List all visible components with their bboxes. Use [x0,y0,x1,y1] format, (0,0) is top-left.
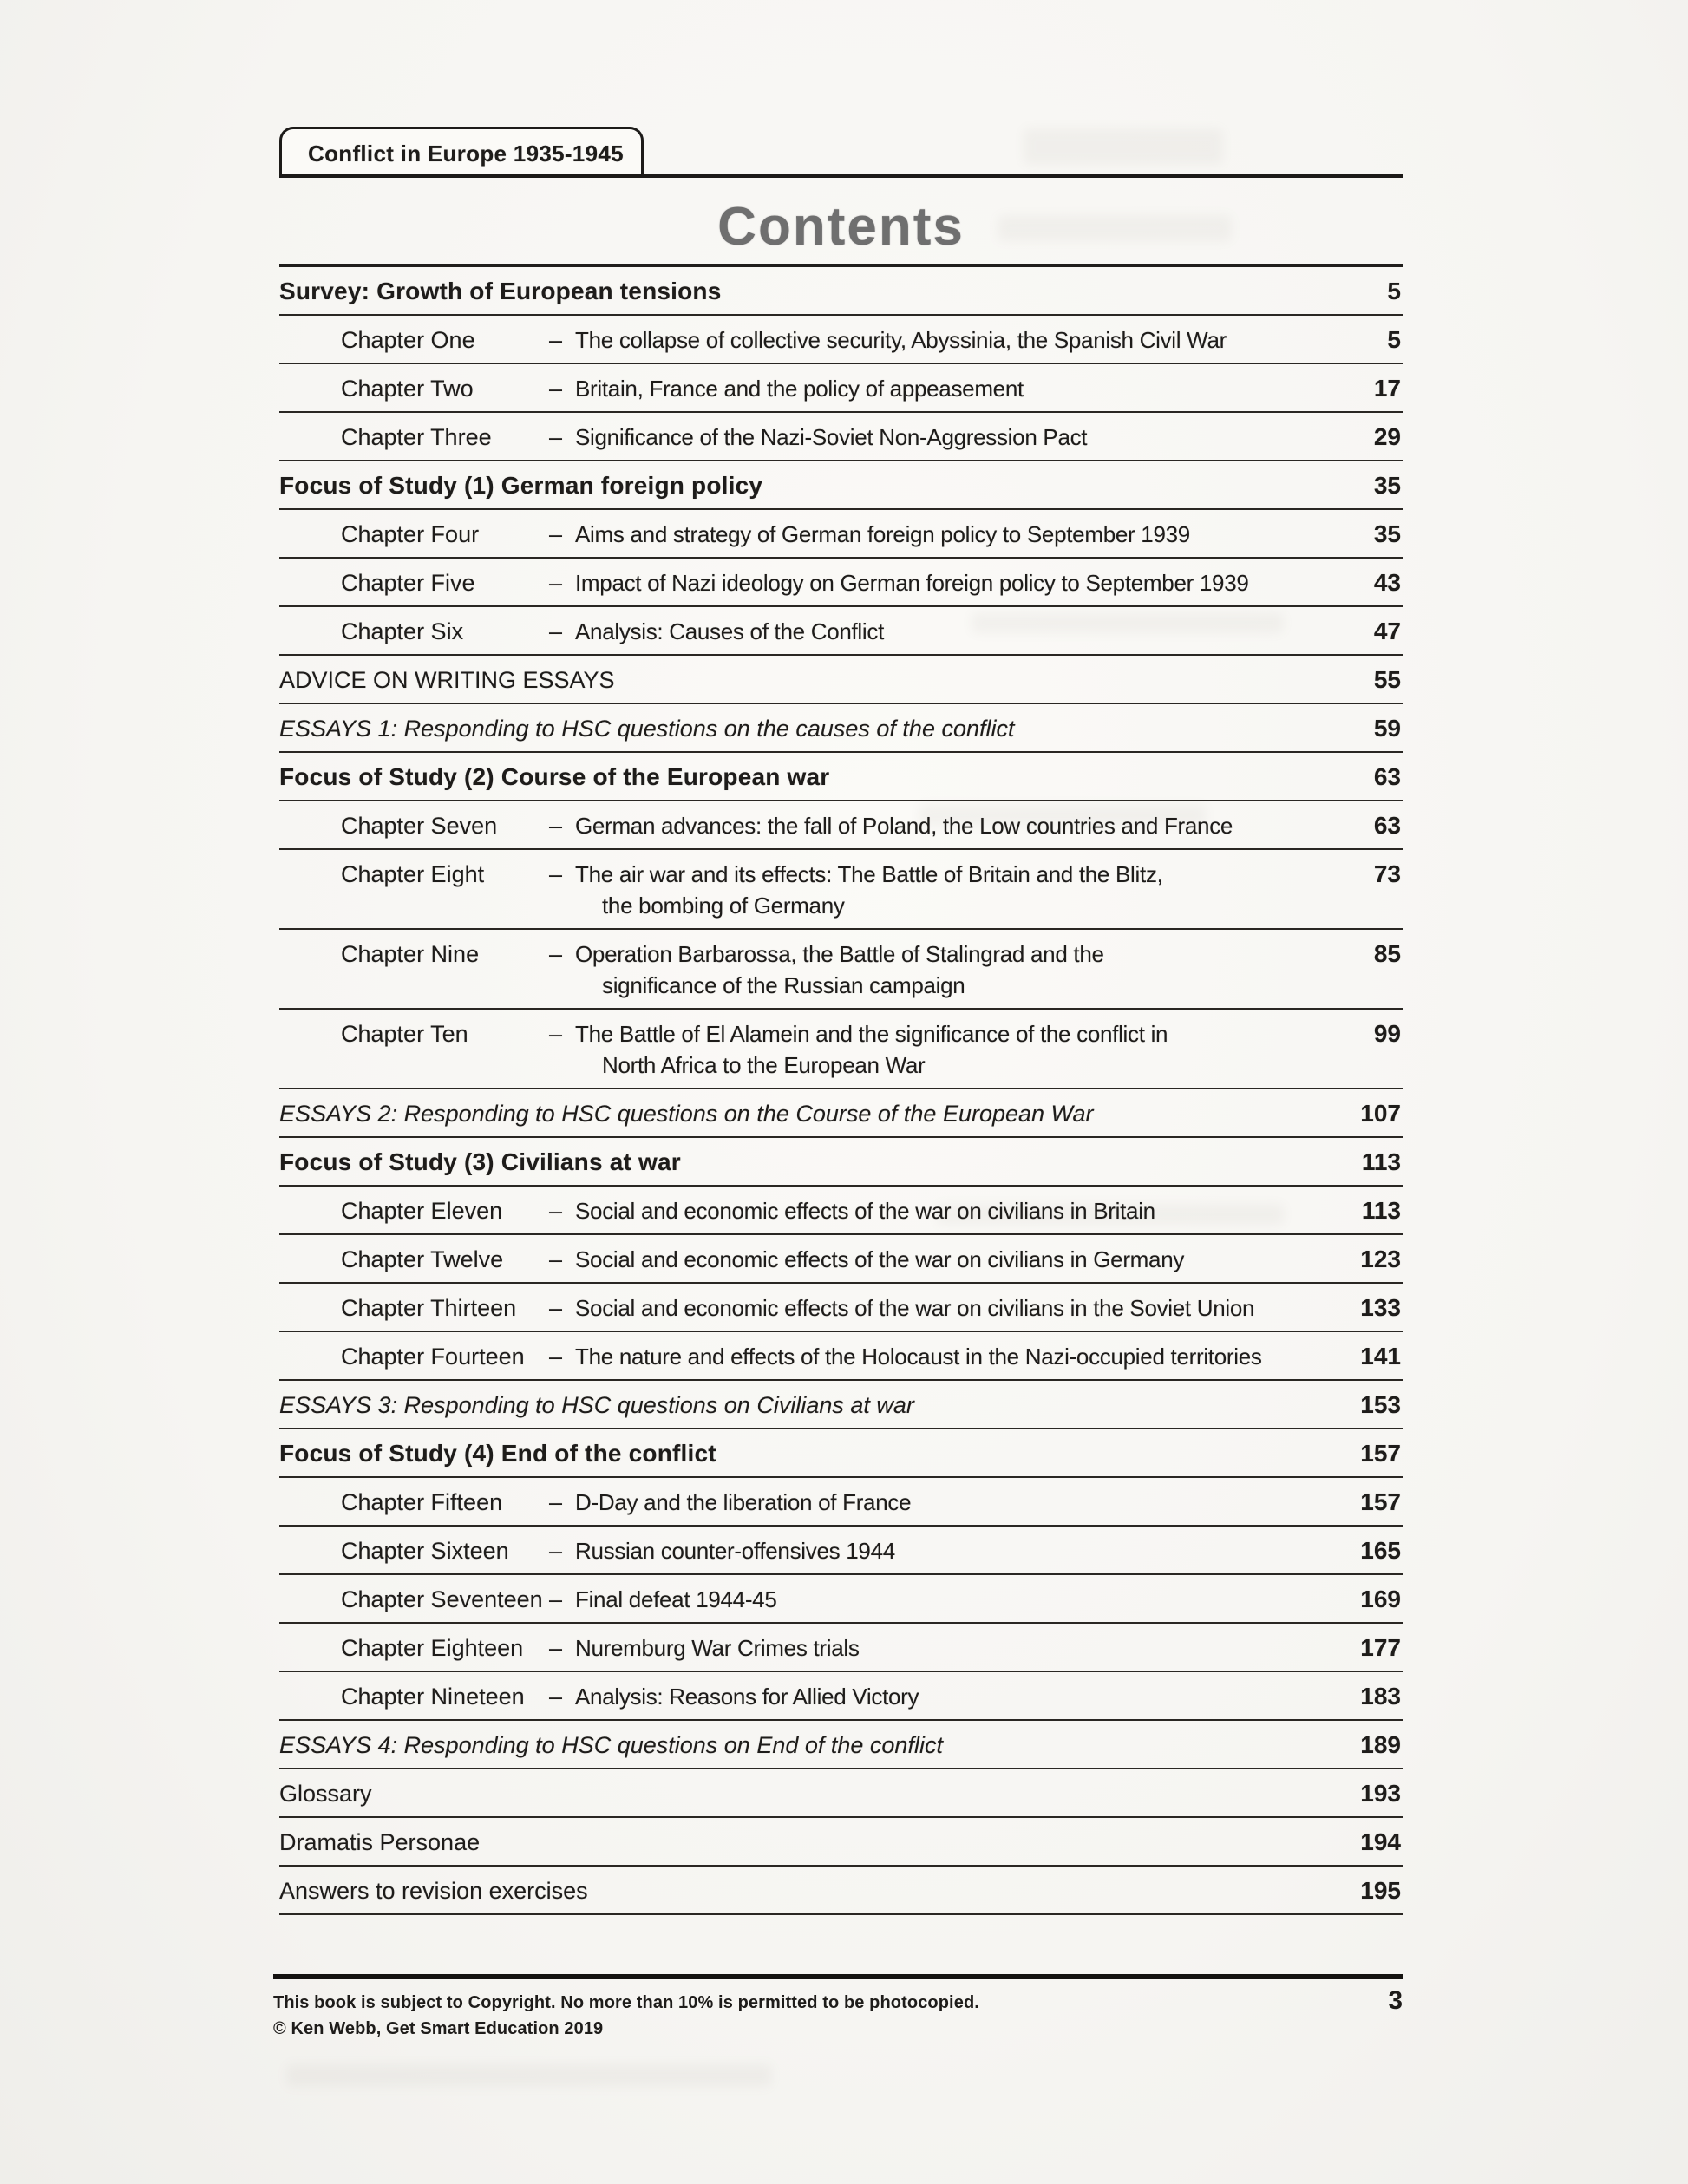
chapter-label: Chapter Fourteen [341,1344,525,1370]
chapter-desc-line1: German advances: the fall of Poland, the Low countries and France [575,813,1233,839]
chapter-label: Chapter Eighteen [341,1635,524,1661]
page-number: 113 [1361,1197,1401,1224]
chapter-desc-line1: Social and economic effects of the war on civilians in the Soviet Union [575,1295,1255,1321]
chapter-label: Chapter Seventeen [341,1586,543,1612]
toc-row-chapter [279,801,1403,850]
footer-page-number: 3 [1388,1986,1403,2015]
chapter-description [575,1292,1340,1324]
chapter-label: Chapter Nineteen [341,1684,525,1710]
toc-entry-label: ESSAYS 3: Responding to HSC questions on Civilians at war [279,1392,914,1418]
chapter-label: Chapter Seven [341,813,498,839]
chapter-label: Chapter Thirteen [341,1295,517,1321]
toc-entry-label: Focus of Study (3) Civilians at war [279,1148,681,1175]
footer-copyright-line2: © Ken Webb, Get Smart Education 2019 [273,2019,604,2038]
dash: – [549,1635,563,1661]
page-number: 195 [1360,1877,1401,1904]
chapter-description [575,1487,1340,1518]
toc-entry-label: Survey: Growth of European tensions [279,278,722,304]
toc-row-chapter [279,1672,1403,1721]
page-number: 43 [1373,569,1401,596]
page-number: 123 [1360,1246,1401,1272]
page-number: 63 [1373,763,1401,790]
toc-entry-label: ADVICE ON WRITING ESSAYS [279,667,615,693]
page-number: 59 [1373,715,1401,742]
chapter-description [575,1195,1340,1226]
toc-row-chapter [279,1575,1403,1624]
dash: – [549,1295,563,1321]
page-number: 189 [1360,1731,1401,1758]
chapter-label: Chapter Five [341,570,475,596]
chapter-desc-line2: North Africa to the European War [602,1052,926,1078]
dash: – [549,424,563,450]
chapter-label: Chapter Two [341,376,474,402]
toc-row-essay [279,1381,1403,1429]
chapter-desc-line1: Final defeat 1944-45 [575,1586,777,1612]
dash: – [549,1586,563,1612]
chapter-desc-line1: Social and economic effects of the war on civilians in Britain [575,1198,1155,1224]
page-number: 177 [1360,1634,1401,1661]
header-rule [279,174,1403,178]
page-number: 63 [1373,812,1401,839]
dash: – [549,941,563,967]
chapter-description [575,938,1340,1001]
page-number: 141 [1360,1343,1401,1370]
chapter-label: Chapter Eight [341,861,485,887]
chapter-description [575,373,1340,404]
page-number: 153 [1360,1391,1401,1418]
page-number: 157 [1360,1440,1401,1467]
page-number: 193 [1360,1780,1401,1807]
toc-row-plain [279,1769,1403,1818]
footer-rule [273,1974,1403,1979]
chapter-description [575,1632,1340,1664]
toc-row-chapter [279,559,1403,607]
dash: – [549,1344,563,1370]
toc-entry-label: Dramatis Personae [279,1829,481,1855]
dash: – [549,1246,563,1272]
page-number: 5 [1387,278,1401,304]
dash: – [549,1198,563,1224]
dash: – [549,618,563,644]
toc-row-chapter [279,1284,1403,1332]
chapter-desc-line1: Impact of Nazi ideology on German foreign policy to September 1939 [575,570,1249,596]
page-number: 55 [1373,666,1401,693]
toc-row-plain [279,1818,1403,1867]
toc-row-chapter [279,316,1403,364]
dash: – [549,1021,563,1047]
toc-row-section [279,1138,1403,1187]
dash: – [549,1489,563,1515]
toc-row-chapter [279,607,1403,656]
chapter-description [575,324,1340,356]
dash: – [549,521,563,547]
chapter-description [575,567,1340,598]
chapter-description [575,1244,1340,1275]
header-tab [279,127,644,178]
chapter-desc-line1: Social and economic effects of the war on civilians in Germany [575,1246,1185,1272]
toc-row-chapter [279,1187,1403,1235]
toc-row-chapter [279,1235,1403,1284]
chapter-desc-line2: significance of the Russian campaign [602,972,965,998]
page-number: 35 [1373,520,1401,547]
toc-entry-label: Focus of Study (4) End of the conflict [279,1440,716,1467]
dash: – [549,861,563,887]
chapter-desc-line1: D-Day and the liberation of France [575,1489,912,1515]
toc-row-section [279,1429,1403,1478]
toc-row-section [279,461,1403,510]
page-number: 107 [1360,1100,1401,1127]
chapter-label: Chapter Twelve [341,1246,504,1272]
chapter-description [575,1018,1340,1081]
toc-rows [279,267,1403,1915]
toc-entry-label: ESSAYS 1: Responding to HSC questions on the causes of the conflict [279,716,1015,742]
page-number: 85 [1373,940,1401,967]
chapter-label: Chapter Four [341,521,480,547]
chapter-label: Chapter One [341,327,475,353]
chapter-desc-line1: The air war and its effects: The Battle of Britain and the Blitz, [575,861,1163,887]
toc-entry-label: ESSAYS 4: Responding to HSC questions on End of the conflict [279,1732,943,1758]
chapter-desc-line1: The nature and effects of the Holocaust in the Nazi-occupied territories [575,1344,1262,1370]
toc-entry-label: Focus of Study (1) German foreign policy [279,472,763,499]
chapter-label: Chapter Ten [341,1021,468,1047]
dash: – [549,1538,563,1564]
toc-row-essay [279,1721,1403,1769]
page-number: 5 [1387,326,1401,353]
chapter-description [575,519,1340,550]
scan-smudge [286,2064,772,2087]
chapter-desc-line1: Analysis: Causes of the Conflict [575,618,885,644]
toc-row-chapter [279,510,1403,559]
header-tab-label: Conflict in Europe 1935-1945 [308,140,624,167]
page-number: 113 [1361,1148,1401,1175]
chapter-description [575,1584,1340,1615]
toc-row-essay [279,704,1403,753]
page-number: 133 [1360,1294,1401,1321]
toc-row-chapter [279,850,1403,930]
toc-row-chapter [279,1527,1403,1575]
toc-entry-label: ESSAYS 2: Responding to HSC questions on the Course of the European War [279,1101,1094,1127]
page-number: 73 [1373,860,1401,887]
toc-row-chapter [279,413,1403,461]
chapter-label: Chapter Sixteen [341,1538,509,1564]
page-number: 99 [1373,1020,1401,1047]
toc-entry-label: Focus of Study (2) Course of the European war [279,763,830,790]
dash: – [549,570,563,596]
chapter-label: Chapter Fifteen [341,1489,503,1515]
toc-row-chapter [279,364,1403,413]
page-number: 35 [1373,472,1401,499]
dash: – [549,327,563,353]
dash: – [549,813,563,839]
page-number: 169 [1360,1586,1401,1612]
toc-row-plain [279,1867,1403,1915]
chapter-desc-line1: The collapse of collective security, Abyssinia, the Spanish Civil War [575,327,1227,353]
chapter-desc-line1: Aims and strategy of German foreign policy to September 1939 [575,521,1190,547]
chapter-desc-line2: the bombing of Germany [602,893,845,919]
toc-row-chapter [279,1010,1403,1089]
toc-row-essay [279,1089,1403,1138]
chapter-description [575,1341,1340,1372]
toc-row-chapter [279,1478,1403,1527]
page-number: 183 [1360,1683,1401,1710]
chapter-description [575,1535,1340,1566]
page-number: 17 [1373,375,1401,402]
chapter-label: Chapter Three [341,424,492,450]
chapter-description [575,859,1340,921]
toc-row-plain [279,656,1403,704]
chapter-desc-line1: Russian counter-offensives 1944 [575,1538,895,1564]
chapter-description [575,616,1340,647]
chapter-label: Chapter Nine [341,941,480,967]
chapter-desc-line1: Operation Barbarossa, the Battle of Stalingrad and the [575,941,1104,967]
toc-row-section [279,753,1403,801]
toc-row-section [279,267,1403,316]
chapter-description [575,810,1340,841]
dash: – [549,1684,563,1710]
chapter-label: Chapter Six [341,618,464,644]
page-number: 194 [1360,1828,1401,1855]
chapter-desc-line1: Britain, France and the policy of appeasement [575,376,1024,402]
chapter-description [575,422,1340,453]
toc-row-chapter [279,1624,1403,1672]
scan-smudge [1024,128,1223,165]
page-number: 165 [1360,1537,1401,1564]
toc-entry-label: Answers to revision exercises [279,1878,588,1904]
toc-row-chapter [279,930,1403,1010]
footer-copyright-line1: This book is subject to Copyright. No more than 10% is permitted to be photocopied. [273,1993,979,2012]
dash: – [549,376,563,402]
chapter-desc-line1: Nuremburg War Crimes trials [575,1635,860,1661]
chapter-desc-line1: Analysis: Reasons for Allied Victory [575,1684,919,1710]
page-number: 157 [1360,1488,1401,1515]
chapter-description [575,1681,1340,1712]
toc-row-chapter [279,1332,1403,1381]
chapter-desc-line1: The Battle of El Alamein and the significance of the conflict in [575,1021,1168,1047]
chapter-desc-line1: Significance of the Nazi-Soviet Non-Aggression Pact [575,424,1088,450]
page-number: 47 [1373,618,1401,644]
toc-entry-label: Glossary [279,1781,372,1807]
chapter-label: Chapter Eleven [341,1198,503,1224]
page-number: 29 [1373,423,1401,450]
page-title: Contents [717,197,965,257]
